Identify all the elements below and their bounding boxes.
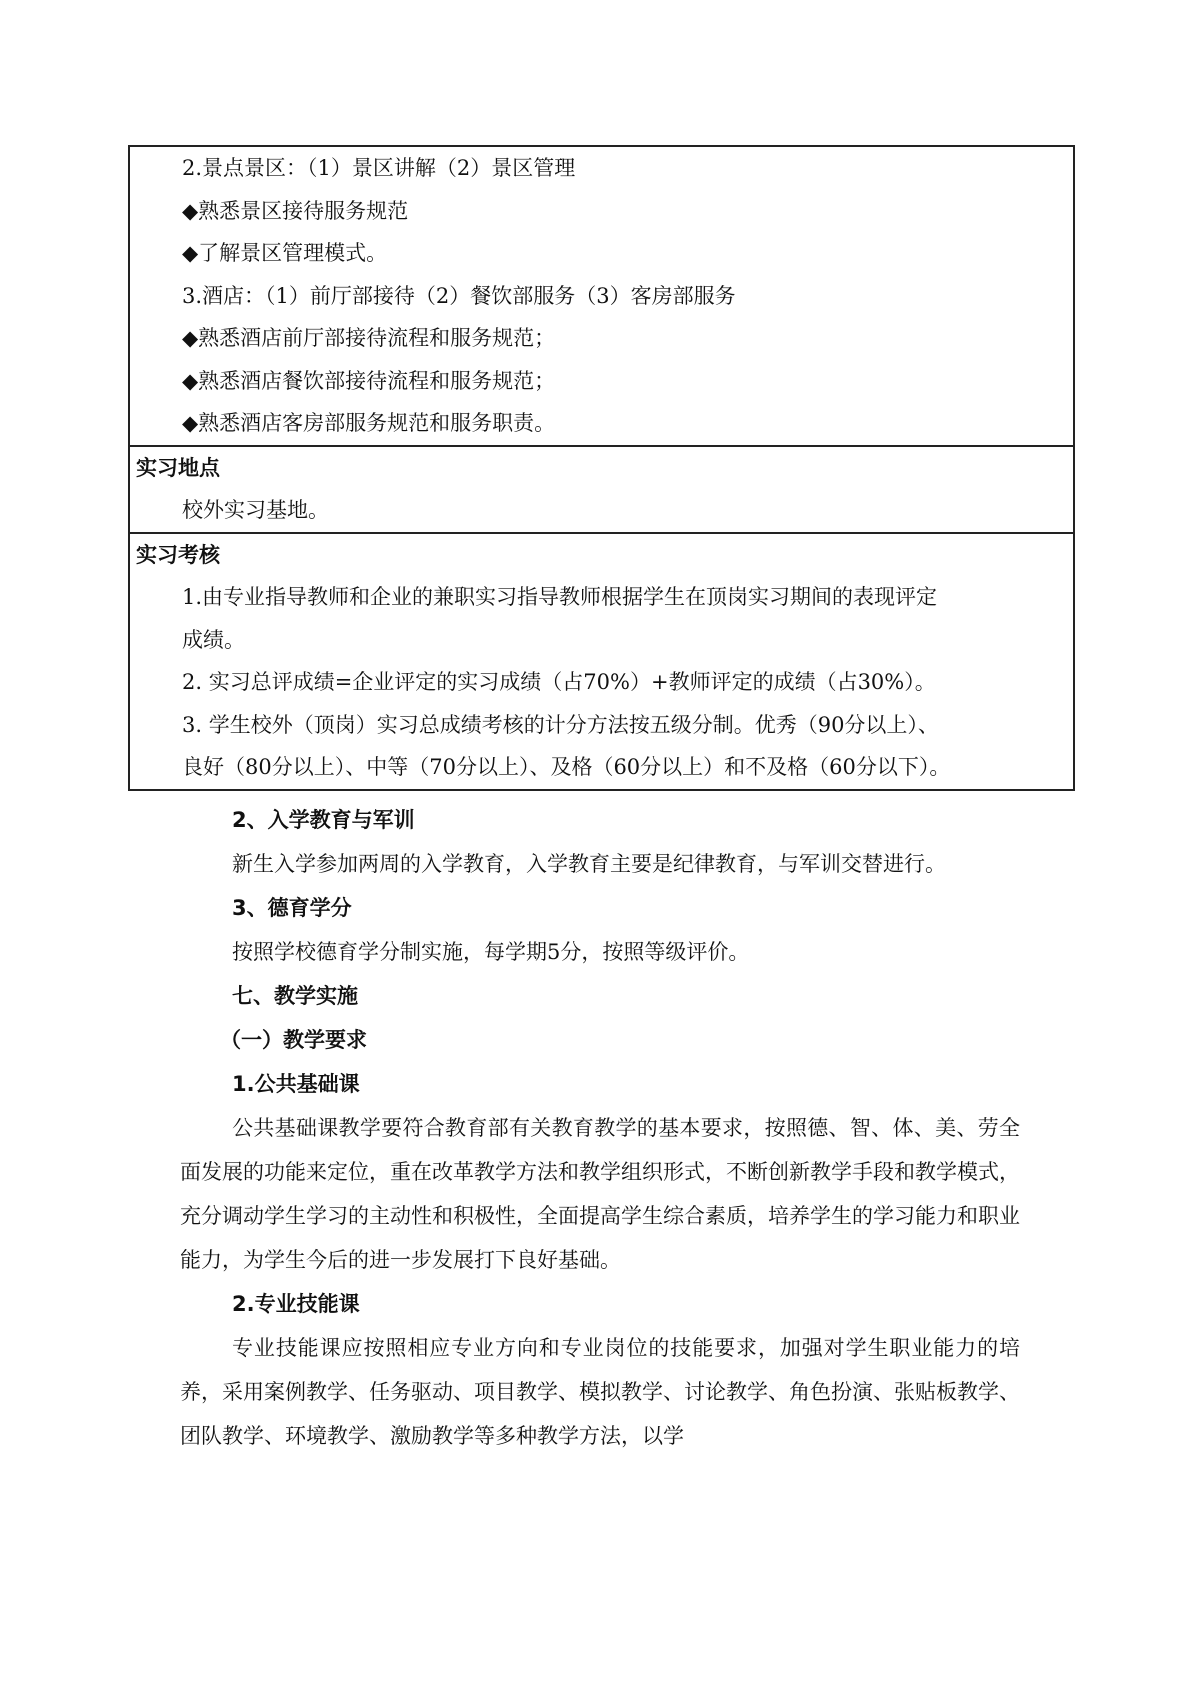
assessment-label: 实习考核 xyxy=(136,542,220,567)
content-line: ◆了解景区管理模式。 xyxy=(182,241,388,265)
assessment-line: 1.由专业指导教师和企业的兼职实习指导教师根据学生在顶岗实习期间的表现评定 xyxy=(182,585,938,609)
assessment-line: 3. 学生校外（顶岗）实习总成绩考核的计分方法按五级分制。优秀（90分以上）、 xyxy=(182,712,939,737)
internship-assessment-cell xyxy=(130,532,1073,789)
assessment-line: 成绩。 xyxy=(182,627,245,652)
paragraph: 新生入学参加两周的入学教育，入学教育主要是纪律教育，与军训交替进行。 xyxy=(232,852,946,876)
assessment-line: 2. 实习总评成绩=企业评定的实习成绩（占70%）+教师评定的成绩（占30%）。 xyxy=(182,670,936,694)
internship-location-cell xyxy=(130,445,1073,532)
subsection-heading: （一）教学要求 xyxy=(220,1028,367,1052)
content-line: ◆熟悉酒店前厅部接待流程和服务规范； xyxy=(182,326,556,350)
content-line: ◆熟悉景区接待服务规范 xyxy=(182,198,409,223)
content-line: ◆熟悉酒店餐饮部接待流程和服务规范； xyxy=(182,368,556,393)
paragraph: 公共基础课教学要符合教育部有关教育教学的基本要求，按照德、智、体、美、劳全面发展的功能来定位，重在改革教学方法和教学组织形式，不断创新教学手段和教学模式，充分调动学生学习的主动性和积极性，全面提高学生综合素质，培养学生的学习能力和职业能力，为学生今后的进一步发展打下良好基础。 xyxy=(180,1116,1020,1272)
course-heading: 1.公共基础课 xyxy=(232,1072,360,1096)
internship-content-cell xyxy=(130,147,1073,445)
section-heading: 2、入学教育与军训 xyxy=(232,808,415,832)
document-body xyxy=(180,798,1020,1458)
location-label: 实习地点 xyxy=(136,455,220,480)
paragraph: 按照学校德育学分制实施，每学期5分，按照等级评价。 xyxy=(232,940,750,964)
paragraph: 专业技能课应按照相应专业方向和专业岗位的技能要求，加强对学生职业能力的培养，采用案例教学、任务驱动、项目教学、模拟教学、讨论教学、角色扮演、张贴板教学、团队教学、环境教学、激励教学等多种教学方法，以学 xyxy=(180,1336,1020,1448)
content-line: 3.酒店：（1）前厅部接待（2）餐饮部服务（3）客房部服务 xyxy=(182,283,736,308)
location-value: 校外实习基地。 xyxy=(182,498,329,522)
chapter-heading: 七、教学实施 xyxy=(232,984,358,1008)
course-heading: 2.专业技能课 xyxy=(232,1292,360,1316)
content-line: 2.景点景区：（1）景区讲解（2）景区管理 xyxy=(182,156,576,180)
section-heading: 3、德育学分 xyxy=(232,896,352,920)
assessment-line: 良好（80分以上）、中等（70分以上）、及格（60分以上）和不及格（60分以下）。 xyxy=(182,755,951,779)
internship-table xyxy=(128,145,1075,791)
content-line: ◆熟悉酒店客房部服务规范和服务职责。 xyxy=(182,411,556,435)
